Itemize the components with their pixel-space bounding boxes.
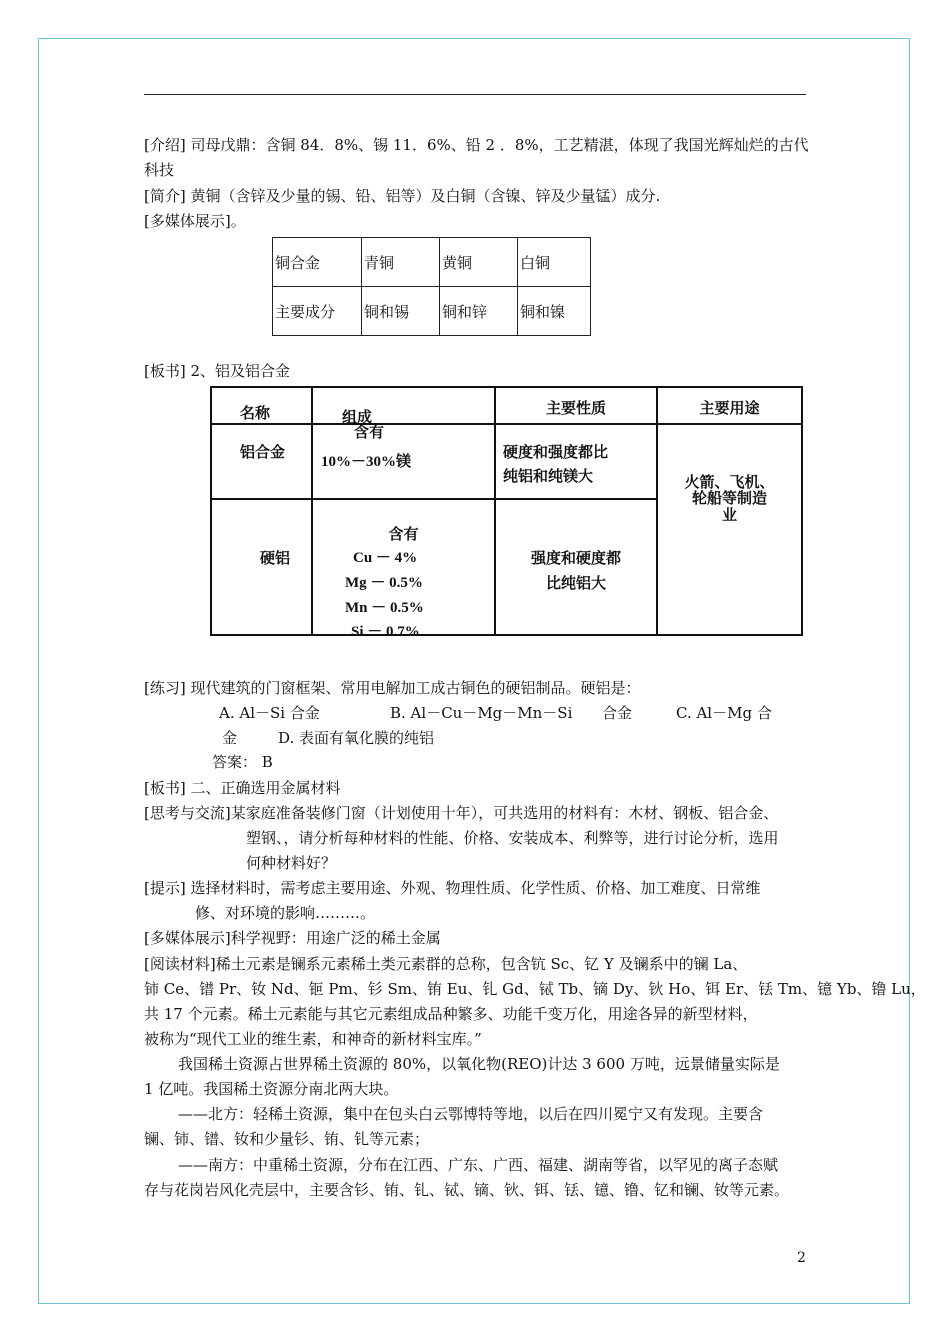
table-border <box>210 634 803 636</box>
option-a: A. Al－Si 合金 <box>219 704 320 722</box>
table-row <box>273 238 591 287</box>
reading-para4-line1: ——南方：中重稀土资源，分布在江西、广东、广西、福建、湖南等省，以罕见的离子态赋 <box>178 1156 779 1174</box>
row2-comp-mg: Mg － 0.5% <box>345 575 423 591</box>
table-border <box>210 386 212 636</box>
row1-name: 铝合金 <box>240 443 286 461</box>
page-number: 2 <box>797 1250 806 1266</box>
brief-line: [简介] 黄铜（含锌及少量的锡、铅、铝等）及白铜（含镍、锌及少量锰）成分. <box>144 187 661 205</box>
row2-name: 硬铝 <box>260 549 291 567</box>
table-cell: 铜和锡 <box>362 287 440 336</box>
think-line-1: [思考与交流]某家庭准备装修门窗（计划使用十年），可共选用的材料有：木材、钢板、铝合金、 <box>144 804 779 822</box>
reading-para3-line1: ——北方：轻稀土资源，集中在包头白云鄂博特等地，以后在四川冕宁又有发现。主要含 <box>178 1105 764 1123</box>
table-cell: 黄铜 <box>440 238 518 287</box>
hint-line-1: [提示] 选择材料时，需考虑主要用途、外观、物理性质、化学性质、价格、加工难度、日常维 <box>144 879 761 897</box>
reading-para2-line2: 1 亿吨。我国稀土资源分南北两大块。 <box>144 1080 399 1098</box>
row2-comp-si: Si － 0.7% <box>351 624 420 640</box>
think-line-2: 塑钢、，请分析每种材料的性能、价格、安装成本、利弊等，进行讨论分析，选用 <box>246 829 779 847</box>
header-property: 主要性质 <box>545 399 606 417</box>
hint-line-2: 修、对环境的影响………。 <box>195 904 376 922</box>
table-cell: 白铜 <box>518 238 591 287</box>
usage-line-c: 业 <box>721 506 737 524</box>
reading-line-3: 共 17 个元素。稀土元素能与其它元素组成品种繁多、功能千变万化，用途各异的新型材料， <box>144 1005 758 1023</box>
usage-line-b: 轮船等制造 <box>691 489 767 507</box>
reading-line-2: 铈 Ce、镨 Pr、钕 Nd、钷 Pm、钐 Sm、铕 Eu、钆 Gd、铽 Tb、镝 Dy、钬 Ho、铒 Er、铥 Tm、镱 Yb、镥 Lu， <box>144 980 926 998</box>
header-composition: 组成 <box>342 408 373 426</box>
table-cell: 主要成分 <box>273 287 362 336</box>
aluminum-alloy-table <box>210 386 803 640</box>
reading-para2-line1: 我国稀土资源占世界稀土资源的 80%，以氧化物(REO)计达 3 600 万吨，远景储量实际是 <box>178 1055 780 1073</box>
reading-line-4: 被称为“现代工业的维生素，和神奇的新材料宝库。” <box>144 1030 482 1048</box>
row2-comp-mn: Mn － 0.5% <box>345 600 424 616</box>
table-cell: 铜合金 <box>273 238 362 287</box>
table-border <box>210 498 657 500</box>
table-border <box>210 386 803 388</box>
row2-comp-label: 含有 <box>388 525 419 543</box>
reading-line-1: [阅读材料]稀土元素是镧系元素稀土类元素群的总称，包含钪 Sc、钇 Y 及镧系中的镧 La、 <box>144 955 748 973</box>
header-usage: 主要用途 <box>699 399 760 417</box>
header-name: 名称 <box>240 404 271 422</box>
table-cell: 铜和镍 <box>518 287 591 336</box>
row1-comp-value: 10%－30%镁 <box>321 454 412 470</box>
reading-para4-line2: 存与花岗岩风化壳层中，主要含钐、铕、钆、铽、镝、钬、铒、铥、镱、镥、钇和镧、钕等元素。 <box>144 1181 790 1199</box>
copper-alloy-table <box>272 237 591 336</box>
option-b: B. Al－Cu－Mg－Mn－Si <box>390 704 573 722</box>
board-heading-2: [板书] 二、正确选用金属材料 <box>144 779 341 797</box>
media-show-1: [多媒体展示]。 <box>144 212 246 230</box>
option-b-suffix: 合金 <box>602 704 633 722</box>
row2-prop-b: 比纯铝大 <box>545 574 606 592</box>
row2-comp-cu: Cu － 4% <box>353 550 418 566</box>
table-border <box>311 386 313 636</box>
header-rule <box>144 94 806 95</box>
option-d: D. 表面有氧化膜的纯铝 <box>278 729 435 747</box>
table-border <box>801 386 803 636</box>
table-cell: 青铜 <box>362 238 440 287</box>
media-show-2: [多媒体展示]科学视野：用途广泛的稀土金属 <box>144 929 441 947</box>
usage-line-a: 火箭、飞机、 <box>684 473 775 491</box>
table-border <box>494 386 496 636</box>
row2-prop-a: 强度和硬度都 <box>530 549 621 567</box>
reading-para3-line2: 镧、铈、镨、钕和少量钐、铕、钆等元素； <box>144 1130 430 1148</box>
table-border <box>210 423 803 425</box>
row1-prop-a: 硬度和强度都比 <box>503 443 609 461</box>
think-line-3: 何种材料好？ <box>246 854 337 872</box>
option-c: C. Al－Mg 合 <box>676 704 772 722</box>
row1-comp-label: 含有 <box>354 423 385 441</box>
row1-prop-b: 纯铝和纯镁大 <box>503 467 594 485</box>
answer: 答案： B <box>212 753 273 771</box>
board-heading-1: [板书] 2、铝及铝合金 <box>144 362 291 380</box>
table-border <box>656 386 658 636</box>
table-row <box>273 287 591 336</box>
intro-line-2: 科技 <box>144 161 175 179</box>
intro-line-1: [介绍] 司母戊鼎：含铜 84．8%、锡 11．6%、铅 2 ．8%，工艺精湛，体现了我国光辉灿烂的古代 <box>144 136 809 154</box>
table-cell: 铜和锌 <box>440 287 518 336</box>
option-c-suffix: 金 <box>222 729 238 747</box>
exercise-question: [练习] 现代建筑的门窗框架、常用电解加工成古铜色的硬铝制品。硬铝是： <box>144 679 641 697</box>
